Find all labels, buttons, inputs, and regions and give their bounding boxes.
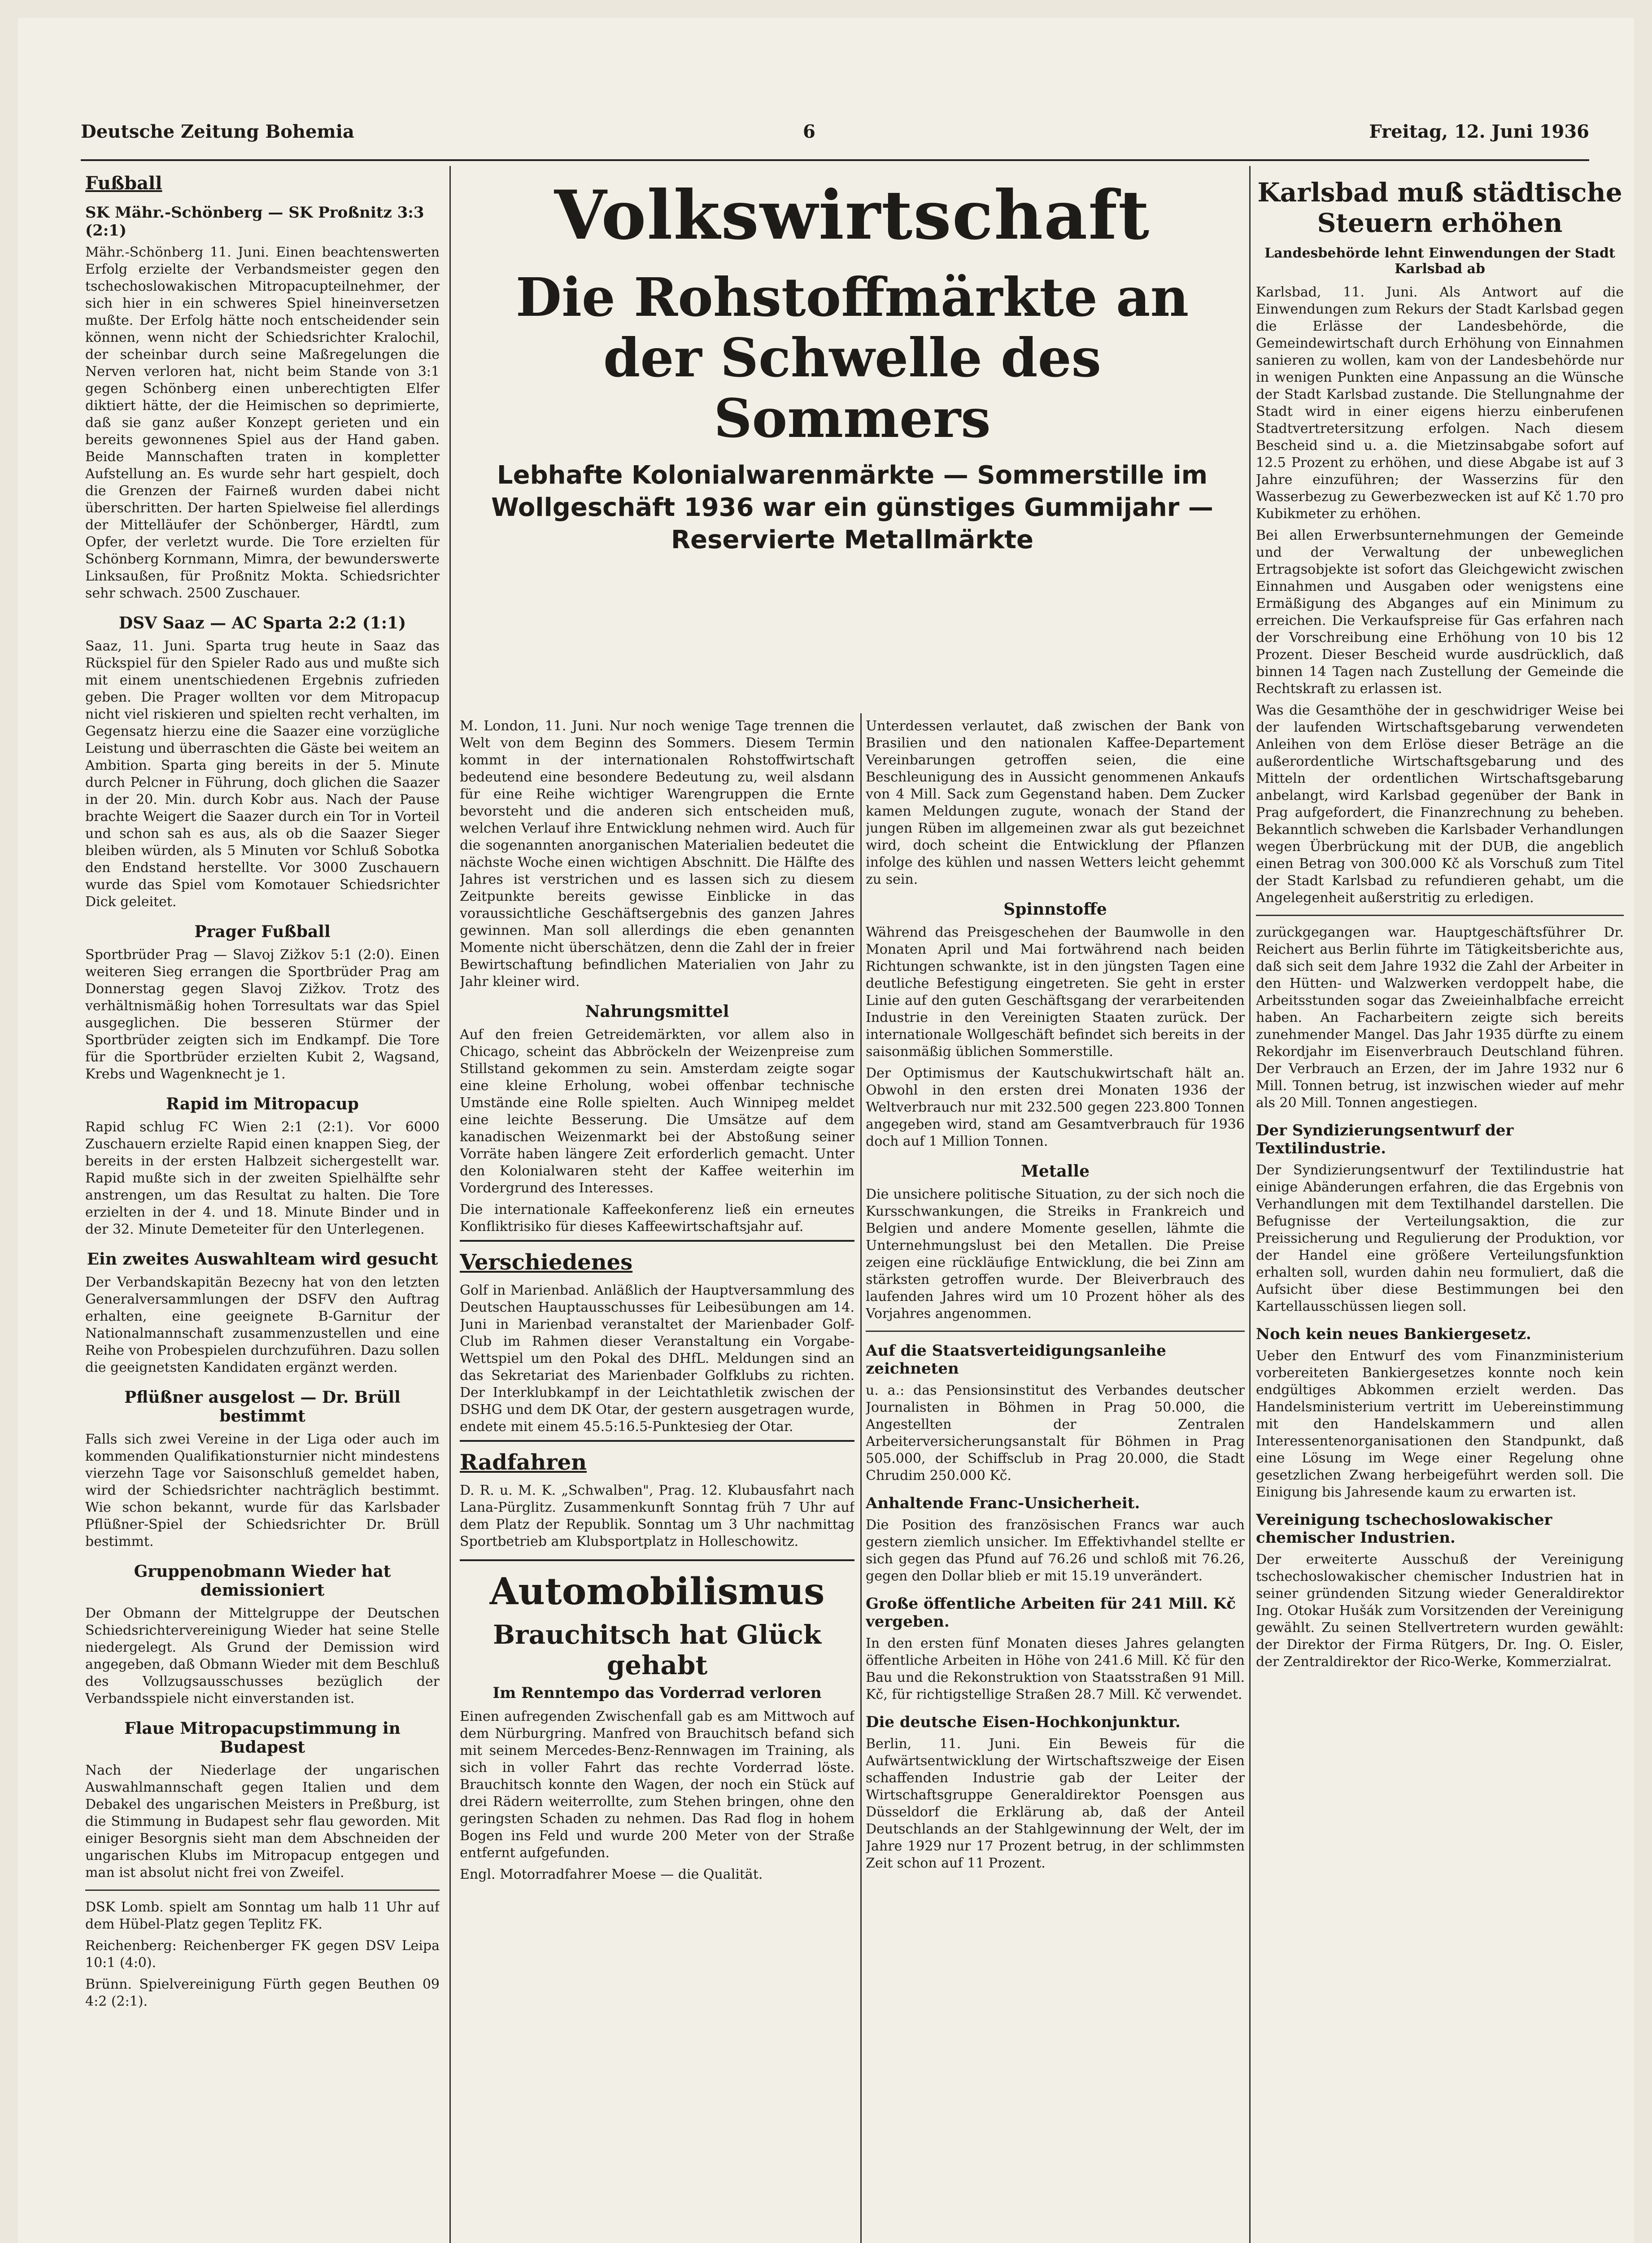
article-text: Unterdessen verlautet, daß zwischen der Bank von Brasilien und den nationalen Kaffee-Departement Vereinbarungen getroffen seien, die eine Beschleunigung des in Aussicht genommenen Ankaufs von 4 Mill. Sack zum Gegenstand haben. Dem Zucker kamen Meldungen zugute, wonach der Stand der jungen Rüben im allgemeinen zwar als gut bezeichnet wird, doch scheint die Entwicklung der Pflanzen infolge des kühlen und nassen Wetters leicht gehemmt zu sein. [866,718,1245,887]
article-text: Mähr.-Schönberg 11. Juni. Einen beachtenswerten Erfolg erzielte der Verbandsmeister gegen den tschechoslowakischen Mitropacupteilnehmer, der sich hier in ein schweres Spiel hineinversetzen mußte. Der Erfolg hätte noch entscheidender sein können, wenn nicht der Schiedsrichter Kralochil, der scheinbar durch seine Maßregelungen die Nerven verloren hat, nicht beim Stande von 3:1 gegen Schönberg einen unberechtigten Elfer diktiert hätte, der die Heimischen so deprimierte, daß sie ganz außer Konzept gerieten und ein bereits gewonnenes Spiel aus der Hand gaben. Beide Mannschaften traten in kompletter Aufstellung an. Es wurde sehr hart gespielt, doch die Grenzen der Fairneß wurden dabei nicht überschritten. Der harten Spielweise fiel allerdings der Mittelläufer der Schönberger, Härdtl, zum Opfer, der verletzt wurde. Die Tore erzielten für Schönberg Kornmann, Mimra, der bewunderswerte Linksaußen, für Proßnitz Mokta. Schiedsrichter sehr schwach. 2500 Zuschauer. [85,244,440,601]
section-banner: Automobilismus [460,1559,854,1613]
article-text: Die Position des französischen Francs war auch gestern ziemlich unsicher. Im Effektivhandel stellte er sich gegen das Pfund auf 76.26 und schloß mit 76.26, gegen den Dollar blieb er mit 15.19 unverändert. [866,1517,1245,1584]
page-number: 6 [803,121,815,142]
article-text: Sportbrüder Prag — Slavoj Zižkov 5:1 (2:0). Einen weiteren Sieg errangen die Sportbrüder Prag am Donnerstag gegen Slavoj Zižkov. Trotz des verhältnismäßig hohen Torresultats war das Spiel ausgeglichen. Die besseren Stürmer der Sportbrüder zeigten sich im Endkampf. Die Tore für die Sportbrüder erzielten Kubit 2, Wagsand, Krebs und Wagenknecht je 1. [85,947,440,1082]
article-text: Der Verbandskapitän Bezecny hat von den letzten Generalversammlungen der DSFV den Auftrag erhalten, eine geeignete B-Garnitur der Nationalmannschaft zusammenzustellen und eine Reihe von Probespielen durchzuführen. Dazu sollen die geeignetsten Kandidaten ergänzt werden. [85,1274,440,1375]
newspaper-page [18,18,1634,2243]
divider [866,1331,1245,1332]
article-text: M. London, 11. Juni. Nur noch wenige Tage trennen die Welt von dem Beginn des Sommers. Diesem Termin kommt in der internationalen Rohstoffwirtschaft bedeutend eine besondere Bedeutung zu, weil alsdann für eine Reihe wichtiger Warengruppen die Ernte bevorsteht und die anderen sich entscheiden muß, welchen Verlauf ihre Entwicklung nehmen wird. Auch für die sogenannten anorganischen Materialien bedeutet die nächste Woche einen wichtigen Abschnitt. Die Hälfte des Jahres ist verstrichen und es lassen sich zu diesem Zeitpunkte bereits gewisse Einblicke in das voraussichtliche Geschäftsergebnis des ganzen Jahres gewinnen. Man soll allerdings die eben genannten Momente nicht überschätzen, denn die Zahl der in freier Bewirtschaftung befindlichen Materialien von Jahr zu Jahr kleiner wird. [460,718,854,990]
article-heading: Gruppenobmann Wieder hat demissioniert [134,1562,391,1600]
article-text: Der erweiterte Ausschuß der Vereinigung tschechoslowakischer chemischer Industrien hat in seiner gründenden Sitzung wieder Generaldirektor Ing. Otokar Hušák zum Vorsitzenden der Vereinigung gewählt. Zu seinen Stellvertretern wurden gewählt: der Direktor der Firma Rütgers, Dr. Ing. O. Eisler, der Zentraldirektor der Rico-Werke, Kommerzialrat. [1256,1552,1624,1670]
article-text: Auf den freien Getreidemärkten, vor allem also in Chicago, scheint das Abbröckeln der Weizenpreise zum Stillstand gekommen zu sein. Amsterdam zeigte sogar eine kleine Erholung, wobei offenbar technische Umstände eine Rolle spielten. Auch Winnipeg meldet eine leichte Besserung. Die Umsätze auf dem kanadischen Weizenmarkt bei der Abstoßung seiner Vorräte haben längere Zeit erforderlich gemacht. Unter den Kolonialwaren steht der Kaffee weiterhin im Vordergrund des Interesses. [460,1027,854,1196]
divider [1256,915,1624,916]
article-text: D. R. u. M. K. „Schwalben", Prag. 12. Klubausfahrt nach Lana-Pürglitz. Zusammenkunft Sonntag früh 7 Uhr auf dem Platz der Republik. Sonntag um 3 Uhr nachmittag Sportbetrieb am Klubsportplatz in Holleschowitz. [460,1483,854,1549]
article-heading: Metalle [1021,1162,1090,1181]
article-text: Der Obmann der Mittelgruppe der Deutschen Schiedsrichtervereinigung Wieder hat seine Stelle niedergelegt. Als Grund der Demission wird angegeben, daß Obmann Wieder mit dem Beschluß des Vollzugsausschusses bezüglich der Verbandsspiele nicht einverstanden ist. [85,1606,440,1706]
article-heading: DSV Saaz — AC Sparta 2:2 (1:1) [118,614,406,633]
section-heading: Radfahren [460,1440,854,1475]
short-note: Reichenberg: Reichenberger FK gegen DSV Leipa 10:1 (4:0). [85,1938,440,1971]
article-heading: Anhaltende Franc-Unsicherheit. [866,1494,1140,1512]
article-heading: Auf die Staatsverteidigungsanleihe zeichneten [866,1342,1166,1378]
article-text: u. a.: das Pensionsinstitut des Verbandes deutscher Journalisten in Böhmen in Prag 50.000, die Angestellten der Zentralen Arbeiterversicherungsanstalt für Böhmen in Prag 505.000, der Schiffsclub in Prag 20.000, die Stadt Chrudim 250.000 Kč. [866,1383,1245,1484]
divider [85,1890,440,1891]
article-text: Was die Gesamthöhe der in geschwidriger Weise bei der laufenden Wirtschaftsgebarung verwendeten Anleihen von dem Erlöse dieser Beträge an die außerordentliche Wirtschaftsgebarung und des Mitteln der ordentlichen Wirtschaftsgebarung anbelangt, wird Karlsbad gegenüber der Bank in Prag aufgefordert, die Finanzrechnung zu beheben. Bekanntlich schweben die Karlsbader Verhandlungen wegen Überbrückung mit der DUB, die angeblich einen Betrag von 300.000 Kč als Vorschuß zum Titel der Stadt Karlsbad zu refundieren gehabt, um die Angelegenheit außerstritig zu erledigen. [1256,703,1624,906]
article-text: Die unsichere politische Situation, zu der sich noch die Kursschwankungen, die Streiks in Frankreich und Belgien und andere Momente gesellen, lähmte die Unternehmungslust bei den Metallen. Die Preise zeigen eine rückläufige Entwicklung, die bei Zinn am stärksten getroffen wurde. Der Bleiverbrauch des laufenden Jahres wird um 10 Prozent höher als des Vorjahres angenommen. [866,1187,1245,1322]
article-heading: Prager Fußball [194,922,331,941]
article-text: Engl. Motorradfahrer Moese — die Qualität. [460,1867,763,1882]
article-text: Rapid schlug FC Wien 2:1 (2:1). Vor 6000 Zuschauern erzielte Rapid einen knappen Sieg, der bereits in der ersten Halbzeit sichergestellt war. Rapid mußte sich in der zweiten Spielhälfte sehr anstrengen, um das Resultat zu halten. Die Tore erzielten in der 4. und 18. Minute Binder und in der 32. Minute Demeteiter für den Unterlegenen. [85,1119,440,1237]
issue-date: Freitag, 12. Juni 1936 [1369,121,1589,142]
section-heading: Verschiedenes [460,1240,854,1275]
economy-column-left [460,718,854,2243]
article-heading: Große öffentliche Arbeiten für 241 Mill. Kč vergeben. [866,1595,1236,1631]
header-rule [81,159,1589,161]
article-heading: Der Syndizierungsentwurf der Textilindustrie. [1256,1122,1514,1157]
section-heading: Fußball [85,173,162,194]
article-heading: Noch kein neues Bankiergesetz. [1256,1325,1531,1343]
running-header [81,121,1589,153]
article-subheadline: Im Renntempo das Vorderrad verloren [493,1684,822,1702]
article-text: Der Syndizierungsentwurf der Textilindustrie hat einige Abänderungen erfahren, die das Ergebnis von Verhandlungen mit dem Textilhandel darstellen. Die Befugnisse der Verteilungsaktion, die zur Preissicherung und Regulierung der Produktion, vor der Handel eine größere Verteilungsfunktion erhalten soll, wurden dahin neu formuliert, daß die Aufsicht über diese Bestimmungen bei den Kartellausschüssen liegen soll. [1256,1162,1624,1314]
article-subheadline: Landesbehörde lehnt Einwendungen der Stadt Karlsbad ab [1264,245,1615,277]
article-text: Einen aufregenden Zwischenfall gab es am Mittwoch auf dem Nürburgring. Manfred von Brauchitsch befand sich mit seinem Mercedes-Benz-Rennwagen im Training, als sich in voller Fahrt das rechte Vorderrad löste. Brauchitsch konnte den Wagen, der noch ein Stück auf drei Rädern weiterrollte, zum Stehen bringen, ohne den geringsten Schaden zu nehmen. Das Rad flog in hohem Bogen ins Feld und wurde 200 Meter von der Straße entfernt aufgefunden. [460,1709,854,1861]
column-rule [860,713,862,2243]
article-heading: Nahrungsmittel [585,1002,729,1021]
article-headline: Karlsbad muß städtische Steuern erhöhen [1257,177,1622,238]
article-heading: Flaue Mitropacupstimmung in Budapest [124,1719,401,1757]
section-banner: Volkswirtschaft [554,176,1151,255]
newspaper-name: Deutsche Zeitung Bohemia [81,121,354,142]
article-text: Bei allen Erwerbsunternehmungen der Gemeinde und der Verwaltung der unbeweglichen Ertragsobjekte ist sofort das Gleichgewicht zwischen Einnahmen und Ausgaben oder wenigstens eine Ermäßigung des Abganges auf ein Minimum zu erreichen. Die Verkaufspreise für Gas erfahren nach der Vorschreibung eine Erhöhung von 10 bis 12 Prozent. Dieser Bescheid wurde ausdrücklich, daß binnen 14 Tagen nach Zustellung der Gemeinde die Rechtskraft zu erlassen ist. [1256,528,1624,697]
article-text: Falls sich zwei Vereine in der Liga oder auch im kommenden Qualifikationsturnier nicht mindestens vierzehn Tage vor Saisonschluß gemeldet haben, wird der Schiedsrichter nachträglich bestimmt. Wie schon bekannt, wurde für das Karlsbader Pflüßner-Spiel der Schiedsrichter Dr. Brüll bestimmt. [85,1431,440,1549]
column-rule [449,166,451,2243]
article-text: Saaz, 11. Juni. Sparta trug heute in Saaz das Rückspiel für den Spieler Rado aus und mußte sich mit einem unentschiedenen Ergebnis zufrieden geben. Die Prager wollten vor dem Mitropacup nicht viel riskieren und spielten recht verhalten, im Gegensatz hierzu eine die Saazer eine vorzügliche Leistung und überraschten die Gäste bei weitem an Ambition. Sparta ging bereits in der 5. Minute durch Pelcner in Führung, doch glichen die Saazer in der 20. Min. durch Kobr aus. Nach der Pause brachte Weigert die Saazer durch ein Tor in Vorteil und schon sah es aus, als ob die Saazer Sieger bleiben würden, als 5 Minuten vor Schluß Sobotka den Endstand herstellte. Vor 3000 Zuschauern wurde das Spiel vom Komotauer Schiedsrichter Dick geleitet. [85,638,440,910]
article-text: Ueber den Entwurf des vom Finanzministerium vorbereiteten Bankiergesetzes konnte noch kein endgültiges Abkommen erzielt werden. Das Handelsministerium vertritt im Uebereinstimmung mit den Handelskammern und allen Interessentenorganisationen den Standpunkt, daß eine Lösung im Wege einer Regelung ohne gesetzlichen Zwang herbeigeführt werden soll. Die Einigung bis Jahresende kaum zu erwarten ist. [1256,1348,1624,1500]
short-note: Brünn. Spielvereinigung Fürth gegen Beuthen 09 4:2 (2:1). [85,1977,440,2009]
article-heading: Die deutsche Eisen-Hochkonjunktur. [866,1713,1181,1731]
article-text: Nach der Niederlage der ungarischen Auswahlmannschaft gegen Italien und dem Debakel des ungarischen Meisters in Preßburg, ist die Stimmung in Budapest sehr flau geworden. Mit einiger Besorgnis sieht man dem Abschneiden der ungarischen Klubs im Mitropacup entgegen und man ist absolut nicht frei von Zweifel. [85,1763,440,1881]
article-text: In den ersten fünf Monaten dieses Jahres gelangten öffentliche Arbeiten in Höhe von 241.6 Mill. Kč für den Bau und die Rekonstruktion von Staatsstraßen 91 Mill. Kč, für richtigstellige Straßen 28.7 Mill. Kč verwendet. [866,1636,1245,1702]
article-text: Während das Preisgeschehen der Baumwolle in den Monaten April und Mai fortwährend nach beiden Richtungen schwankte, ist in den jüngsten Tagen eine deutliche Befestigung eingetreten. Sie geht in erster Linie auf den guten Geschäftsgang der verarbeitenden Industrie in den Vereinigten Staaten zurück. Der internationale Wollgeschäft befindet sich bereits in der saisonmäßig üblichen Sommerstille. [866,925,1245,1060]
column-rule [1249,166,1251,2243]
article-heading: SK Mähr.-Schönberg — SK Proßnitz 3:3 (2:1) [85,204,424,240]
article-text: Berlin, 11. Juni. Ein Beweis für die Aufwärtsentwicklung der Wirtschaftszweige der Eisen schaffenden Industrie gab der Leiter der Wirtschaftsgruppe Generaldirektor Poensgen aus Düsseldorf die Erklärung ab, daß der Anteil Deutschlands an der Stahlgewinnung der Welt, der im Jahre 1929 nur 17 Prozent betrug, in der schlimmsten Zeit schon auf 11 Prozent. [866,1736,1245,1871]
economy-header-block [460,173,1245,716]
short-note: DSK Lomb. spielt am Sonntag um halb 11 Uhr auf dem Hübel-Platz gegen Teplitz FK. [85,1899,440,1932]
article-headline: Brauchitsch hat Glück gehabt [493,1619,821,1680]
article-heading: Pflüßner ausgelost — Dr. Brüll bestimmt [124,1388,401,1426]
article-heading: Vereinigung tschechoslowakischer chemischer Industrien. [1256,1511,1552,1547]
article-text: Die internationale Kaffeekonferenz ließ ein erneutes Konfliktrisiko für dieses Kaffeewirtschaftsjahr auf. [460,1202,854,1235]
karlsbad-column [1256,173,1624,2243]
main-headline: Die Rohstoffmärkte an der Schwelle des Sommers [515,266,1189,449]
article-text: Der Optimismus der Kautschukwirtschaft hält an. Obwohl in den ersten drei Monaten 1936 der Weltverbrauch nur mit 232.500 gegen 223.800 Tonnen angegeben wird, stand am Gesamtverbrauch für 1936 doch auf 1 Million Tonnen. [866,1065,1245,1149]
article-text: Karlsbad, 11. Juni. Als Antwort auf die Einwendungen zum Rekurs der Stadt Karlsbad gegen die Erlässe der Landesbehörde, die Gemeindewirtschaft durch Erhöhung von Einnahmen sanieren zu wollen, kam von der Landesbehörde nur in wenigen Punkten eine Anpassung an die Wünsche der Stadt Karlsbad zustande. Die Stellungnahme der Stadt wird in einer eigens hierzu einberufenen Stadtvertretersitzung erfolgen. Nach diesem Bescheid sind u. a. die Mietzinsabgabe sofort auf 12.5 Prozent zu erhöhen, und diese Abgabe ist auf 3 Jahre einzuführen; der Wasserzins für den Wasserbezug zu Gewerbezwecken ist auf Kč 1.70 pro Kubikmeter zu erhöhen. [1256,284,1624,522]
article-heading: Spinnstoffe [1003,900,1107,919]
economy-column-right [866,718,1245,2243]
article-text: zurückgegangen war. Hauptgeschäftsführer Dr. Reichert aus Berlin führte im Tätigkeitsberichte aus, daß sich seit dem Jahre 1932 die Zahl der Arbeiter in den Hütten- und Walzwerken verdoppelt habe, die Arbeitsstunden sogar das Zweieinhalbfache erreicht haben. An Facharbeitern zeigte sich bereits zunehmender Mangel. Das Jahr 1935 dürfte zu einem Rekordjahr im Eisenverbrauch Deutschland führen. Der Verbrauch an Erzen, der im Jahre 1932 nur 6 Mill. Tonnen betrug, ist inzwischen wieder auf mehr als 20 Mill. Tonnen angestiegen. [1256,925,1624,1111]
article-text: Golf in Marienbad. Anläßlich der Hauptversammlung des Deutschen Hauptausschusses für Leibesübungen am 14. Juni in Marienbad veranstaltet der Marienbader Golf-Club im Rahmen dieser Veranstaltung ein Vorgabe-Wettspiel um den Pokal des DHfL. Meldungen sind an das Sekretariat des Marienbader Golfklubs zu richten. Der Interklubkampf in der Leichtathletik zwischen der DSHG und dem DK Otar, der gestern ausgetragen wurde, endete mit einem 45.5:16.5-Punktesieg der Otar. [460,1283,854,1435]
headline-deck: Lebhafte Kolonialwarenmärkte — Sommerstille im Wollgeschäft 1936 war ein günstiges Gummijahr — Reservierte Metallmärkte [491,461,1213,554]
article-heading: Rapid im Mitropacup [166,1095,359,1113]
sports-column [85,173,440,2243]
article-heading: Ein zweites Auswahlteam wird gesucht [87,1250,438,1269]
